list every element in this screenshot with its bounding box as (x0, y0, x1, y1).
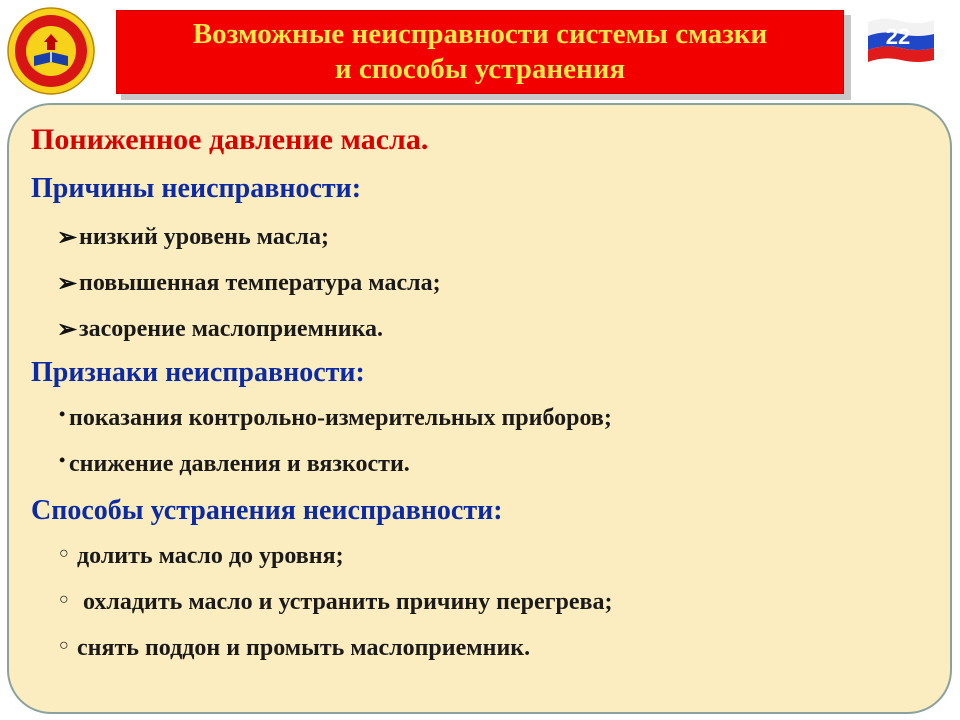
causes-item-2-text: повышенная температура масла; (79, 270, 441, 296)
remedies-heading: Способы устранения неисправности: (31, 495, 503, 526)
signs-heading: Признаки неисправности: (31, 357, 365, 388)
causes-item-2 (57, 269, 441, 298)
circle-bullet-icon: ○ (59, 544, 69, 562)
signs-item-2-text: снижение давления и вязкости. (69, 451, 410, 477)
dot-bullet-icon: • (59, 404, 66, 424)
slide-title-line-2: и способы устранения (334, 53, 626, 85)
signs-item-1 (59, 405, 612, 432)
causes-item-3-text: засорение маслоприемника. (79, 316, 384, 342)
remedies-item-3 (59, 635, 530, 662)
circle-bullet-icon: ○ (59, 590, 69, 608)
remedies-item-1 (59, 543, 344, 570)
causes-item-3 (57, 315, 383, 344)
signs-item-1-text: показания контрольно-измерительных приборов; (69, 405, 612, 431)
main-heading: Пониженное давление масла. (31, 123, 429, 156)
content-panel (7, 103, 952, 714)
arrow-bullet-icon: ➢ (57, 225, 78, 251)
remedies-item-1-text: долить масло до уровня; (77, 543, 344, 569)
causes-item-1-text: низкий уровень масла; (79, 224, 329, 250)
slide-title-line-1: Возможные неисправности системы смазки (192, 18, 768, 50)
remedies-item-3-text: снять поддон и промыть маслоприемник. (77, 635, 531, 661)
signs-item-2 (59, 451, 410, 478)
remedies-item-2-text: охладить масло и устранить причину перегрева; (77, 589, 613, 615)
title-banner (116, 10, 844, 94)
causes-item-1 (57, 223, 329, 252)
remedies-item-2 (59, 589, 612, 616)
arrow-bullet-icon: ➢ (57, 317, 78, 343)
arrow-bullet-icon: ➢ (57, 271, 78, 297)
dot-bullet-icon: • (59, 450, 66, 470)
causes-heading: Причины неисправности: (31, 173, 362, 204)
circle-bullet-icon: ○ (59, 636, 69, 654)
slide-number: 22 (885, 24, 911, 49)
military-department-emblem (6, 6, 96, 96)
